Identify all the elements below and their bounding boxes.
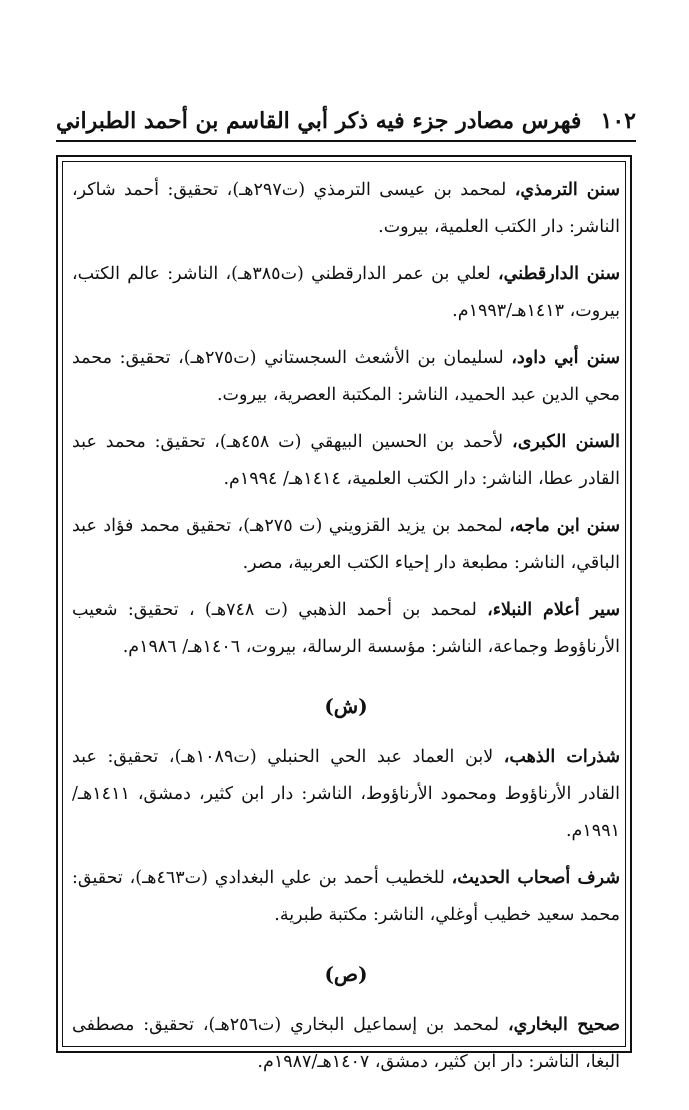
bibliography-entry (72, 340, 620, 414)
entry-title: صحيح البخاري، (507, 1015, 620, 1035)
page-header (56, 92, 636, 134)
header-rule (56, 140, 636, 142)
entry-title: سنن ابن ماجه، (509, 516, 620, 536)
entry-title: سنن الترمذي، (514, 180, 620, 200)
entry-title: سير أعلام النبلاء، (487, 600, 620, 620)
bibliography-entry (72, 424, 620, 498)
bibliography-entry (72, 172, 620, 246)
entry-text: لسليمان بن الأشعث السجستاني (ت٢٧٥هـ)، تحقيق: محمد محي الدين عبد الحميد، الناشر: المكتبة العصرية، بيروت. (72, 348, 620, 405)
bibliography-list (72, 172, 620, 1091)
entry-title: السنن الكبرى، (512, 432, 620, 452)
entry-title: سنن أبي داود، (511, 348, 620, 368)
entry-text: لأحمد بن الحسين البيهقي (ت ٤٥٨هـ)، تحقيق: محمد عبد القادر عطا، الناشر: دار الكتب العلمية، ١٤١٤هـ/ ١٩٩٤م. (72, 432, 620, 489)
entry-text: للخطيب أحمد بن علي البغدادي (ت٤٦٣هـ)، تحقيق: محمد سعيد خطيب أوغلي، الناشر: مكتبة طبرية. (72, 868, 620, 925)
entry-title: شذرات الذهب، (503, 747, 620, 767)
bibliography-entry (72, 739, 620, 850)
page-number: ١٠٢ (600, 108, 636, 134)
entry-title: سنن الدارقطني، (498, 264, 620, 284)
bibliography-entry (72, 508, 620, 582)
bibliography-entry (72, 592, 620, 666)
section-heading-sad: (ص) (324, 962, 368, 986)
entry-title: شرف أصحاب الحديث، (451, 868, 621, 888)
bibliography-entry (72, 860, 620, 934)
entry-text: لعلي بن عمر الدارقطني (ت٣٨٥هـ)، الناشر: عالم الكتب، بيروت، ١٤١٣هـ/١٩٩٣م. (72, 264, 620, 321)
section-heading-sh: (ش) (324, 694, 368, 718)
entry-text: لمحمد بن عيسى الترمذي (ت٢٩٧هـ)، تحقيق: أحمد شاكر، الناشر: دار الكتب العلمية، بيروت. (72, 180, 620, 237)
entry-text: لمحمد بن أحمد الذهبي (ت ٧٤٨هـ) ، تحقيق: شعيب الأرناؤوط وجماعة، الناشر: مؤسسة الرسالة، بيروت، ١٤٠٦هـ/ ١٩٨٦م. (72, 600, 620, 657)
entry-text: لمحمد بن يزيد القزويني (ت ٢٧٥هـ)، تحقيق محمد فؤاد عبد الباقي، الناشر: مطبعة دار إحياء الكتب العربية، مصر. (72, 516, 620, 573)
bibliography-entry (72, 256, 620, 330)
entry-text: لمحمد بن إسماعيل البخاري (ت٢٥٦هـ)، تحقيق: مصطفى البغا، الناشر: دار ابن كثير، دمشق، ١٤٠٧هـ/١٩٨٧م. (72, 1015, 620, 1072)
bibliography-entry (72, 1007, 620, 1081)
running-title: فهرس مصادر جزء فيه ذكر أبي القاسم بن أحمد الطبراني (56, 108, 582, 134)
entry-text: لابن العماد عبد الحي الحنبلي (ت١٠٨٩هـ)، تحقيق: عبد القادر الأرناؤوط ومحمود الأرناؤوط، الناشر: دار ابن كثير، دمشق، ١٤١١هـ/ ١٩٩١م. (72, 747, 620, 841)
